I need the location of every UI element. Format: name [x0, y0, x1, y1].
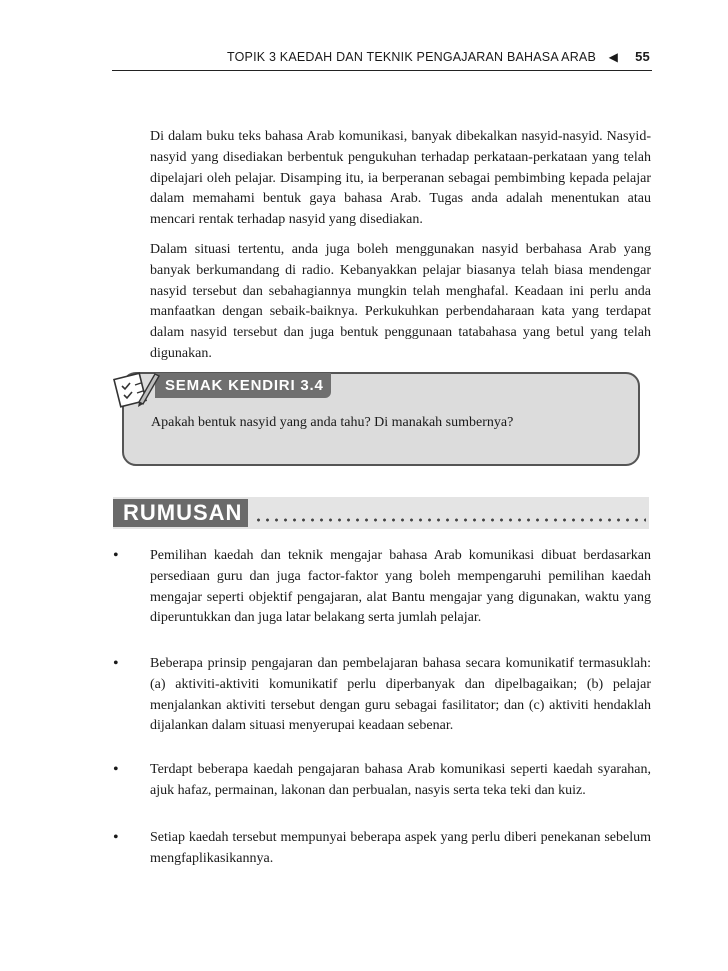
summary-item-2: Beberapa prinsip pengajaran dan pembelajaran bahasa secara komunikatif termasuklah: (a) aktiviti-aktiviti komunikatif perlu diperbanyak dan dipelbagaikan; (b) pelajar menjalankan aktiviti tersebut dengan guru sebagai fasilitator; dan (c) aktiviti hendaklah dijalankan dalam situasi menyerupai keadaan sebenar. — [150, 656, 651, 734]
summary-title: RUMUSAN — [113, 499, 248, 527]
bullet-marker: • — [113, 761, 119, 778]
page-number: 55 — [635, 49, 650, 64]
summary-item-4: Setiap kaedah tersebut mempunyai beberapa aspek yang perlu diberi penekanan sebelum mengfaplikasikannya. — [150, 830, 651, 866]
self-check-question: Apakah bentuk nasyid yang anda tahu? Di manakah sumbernya? — [151, 415, 514, 430]
left-pointer-icon: ◀ — [608, 50, 618, 64]
header-topic: TOPIK 3 KAEDAH DAN TEKNIK PENGAJARAN BAHASA ARAB — [227, 50, 596, 64]
bullet-marker: • — [113, 655, 119, 672]
self-check-title: SEMAK KENDIRI 3.4 — [155, 373, 331, 398]
body-paragraph-1: Di dalam buku teks bahasa Arab komunikasi, banyak dibekalkan nasyid-nasyid. Nasyid-nasyid yang disediakan berbentuk pengukuhan terhadap perkataan-perkataan yang telah dipelajari oleh pelajar. Disamping itu, ia berperanan sebagai pembimbing kepada pelajar dalam memahami bentuk gaya bahasa Arab. Tugas anda adalah menentukan atau mencari rentak terhadap nasyid yang disediakan. — [150, 129, 651, 228]
running-header — [112, 48, 652, 71]
summary-item-1: Pemilihan kaedah dan teknik mengajar bahasa Arab komunikasi dibuat berdasarkan persediaan guru dan juga factor-faktor yang boleh mempengaruhi pemilihan kaedah mengajar seperti objektif pengajaran, alat Bantu mengajar yang digunakan, waktu yang diperuntukkan dan juga latar belakang serta jumlah pelajar. — [150, 548, 651, 626]
checklist-pencil-icon — [111, 366, 161, 410]
dotted-rule — [254, 515, 646, 525]
body-paragraph-2: Dalam situasi tertentu, anda juga boleh menggunakan nasyid berbahasa Arab yang banyak berkumandang di radio. Kebanyakkan pelajar biasanya telah biasa mendengar nasyid tersebut dan sebahagiannya mungkin telah menghafal. Keadaan ini perlu anda manfaatkan dengan sebaik-baiknya. Perkukuhkan perbendaharaan kata yang terdapat dalam nasyid tersebut dan juga bentuk penggunaan tatabahasa yang betul yang telah digunakan. — [150, 242, 651, 361]
bullet-marker: • — [113, 829, 119, 846]
bullet-marker: • — [113, 547, 119, 564]
summary-item-3: Terdapt beberapa kaedah pengajaran bahasa Arab komunikasi seperti kaedah syarahan, ajuk hafaz, permainan, lakonan dan perbualan, nasyis serta teka teki dan kuiz. — [150, 762, 651, 798]
